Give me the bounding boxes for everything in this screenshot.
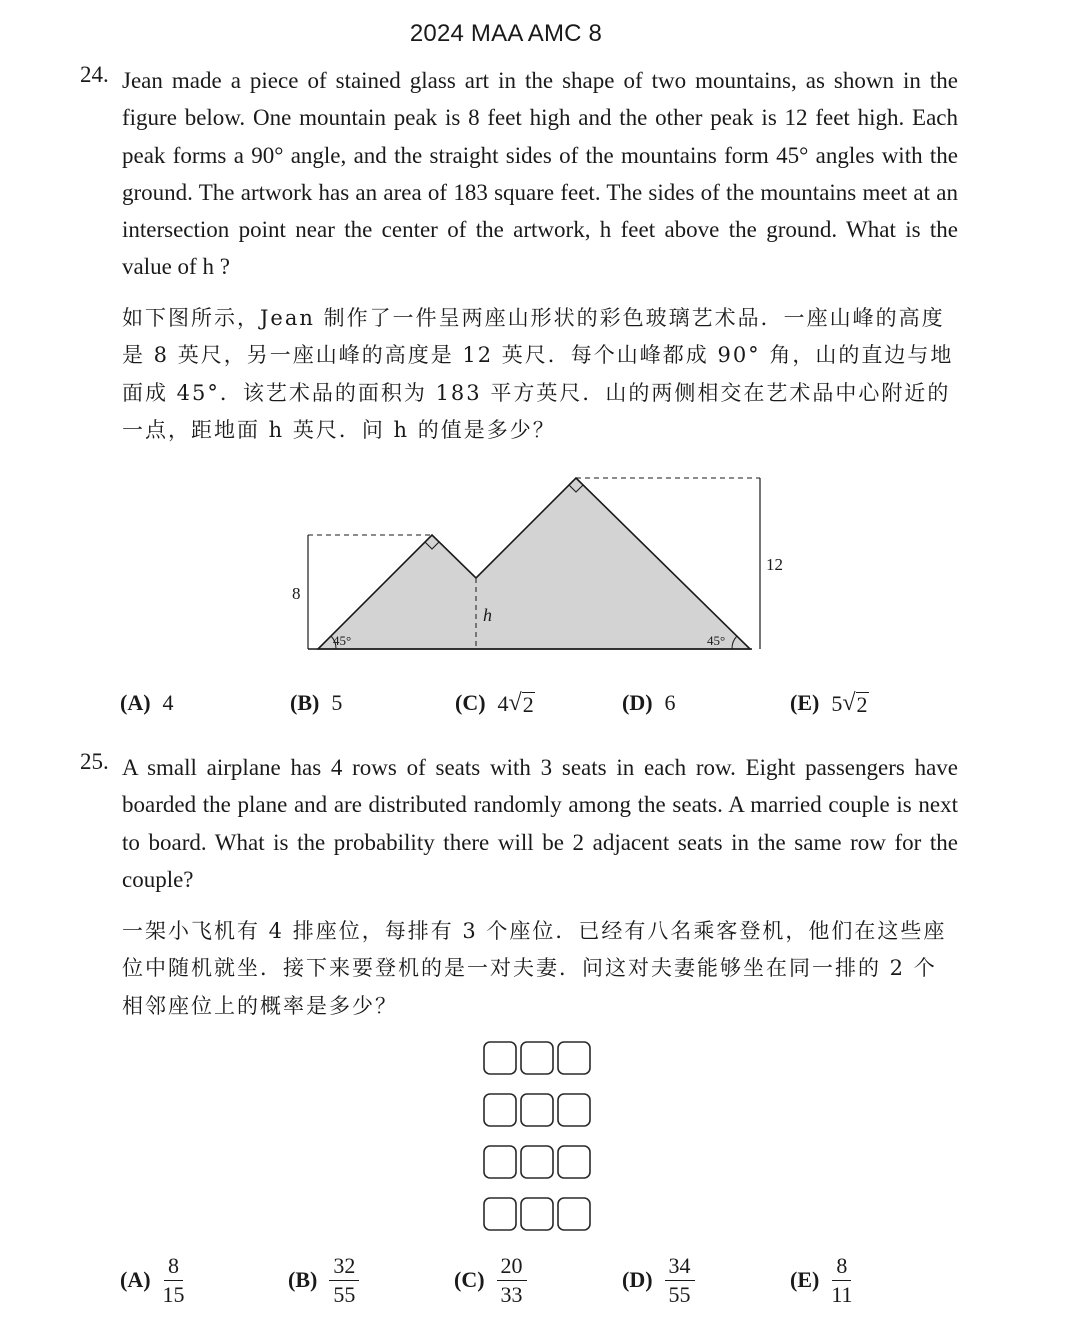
seat: [521, 1146, 553, 1178]
seat: [484, 1198, 516, 1230]
choice-value: 5: [331, 690, 343, 715]
seat: [484, 1042, 516, 1074]
choice-label: (B): [288, 1267, 318, 1292]
fraction-denominator: 11: [831, 1281, 853, 1307]
fraction: [831, 1252, 853, 1307]
sqrt-radicand: 2: [522, 692, 534, 718]
page-header: 2024 MAA AMC 8: [409, 20, 603, 47]
question-24-choices: [0, 673, 1080, 733]
choice-24-b[interactable]: [290, 673, 342, 733]
choice-25-d[interactable]: [622, 1248, 695, 1312]
sqrt-icon: √: [842, 689, 856, 716]
fraction: [497, 1252, 527, 1307]
question-24-number: 24.: [80, 62, 109, 87]
right-height-label: 12: [766, 555, 783, 574]
choice-label: (A): [120, 1267, 151, 1292]
choice-25-a[interactable]: [120, 1248, 185, 1312]
fraction-denominator: 15: [162, 1281, 185, 1307]
seat: [521, 1094, 553, 1126]
left-angle-label: 45°: [333, 633, 352, 648]
fraction-denominator: 33: [500, 1281, 523, 1307]
seat: [558, 1042, 590, 1074]
sqrt-radicand: 2: [856, 692, 868, 718]
question-25-text-en: A small airplane has 4 rows of seats with 3 seats in each row. Eight passengers have boarded the plane and are distributed randomly among the seats. A married couple is next to board. What is the probability there will be 2 adjacent seats in the same row for the couple?: [122, 755, 958, 892]
question-24-text-zh: 如下图所示，Jean 制作了一件呈两座山形状的彩色玻璃艺术品．一座山峰的高度是 8 英尺，另一座山峰的高度是 12 英尺．每个山峰都成 90° 角，山的直边与地面成 45°．该艺术品的面积为 183 平方英尺．山的两侧相交在艺术品中心附近的一点，距地面 h 英尺．问 h 的值是多少？: [122, 306, 954, 442]
fraction-numerator: 34: [665, 1255, 695, 1281]
seat: [521, 1042, 553, 1074]
choice-label: (D): [622, 1267, 653, 1292]
choice-label: (D): [622, 690, 653, 715]
choice-value: 4: [162, 690, 174, 715]
fraction: [162, 1252, 185, 1307]
seat-grid: [480, 1038, 600, 1238]
choice-label: (E): [790, 1267, 820, 1292]
choice-25-c[interactable]: [454, 1248, 527, 1312]
mountain-figure: [0, 462, 1080, 662]
choice-label: (C): [455, 690, 486, 715]
choice-24-d[interactable]: [622, 673, 676, 733]
choice-label: (B): [290, 690, 320, 715]
choice-24-c[interactable]: [455, 673, 535, 733]
h-label: h: [483, 605, 492, 625]
seat: [558, 1094, 590, 1126]
right-angle-label: 45°: [707, 633, 726, 648]
seat: [521, 1198, 553, 1230]
choice-label: (C): [454, 1267, 485, 1292]
seat: [484, 1094, 516, 1126]
left-height-label: 8: [292, 584, 301, 603]
choice-label: (E): [790, 690, 820, 715]
choice-24-e[interactable]: [790, 673, 869, 733]
fraction-numerator: 20: [497, 1255, 527, 1281]
sqrt-expression: [831, 690, 868, 717]
choice-24-a[interactable]: [120, 673, 174, 733]
sqrt-icon: √: [508, 689, 522, 716]
question-25-text-zh: 一架小飞机有 4 排座位，每排有 3 个座位．已经有八名乘客登机，他们在这些座位中随机就坐．接下来要登机的是一对夫妻．问这对夫妻能够坐在同一排的 2 个相邻座位上的概率是多少？: [122, 919, 947, 1018]
choice-25-b[interactable]: [288, 1248, 359, 1312]
choice-label: (A): [120, 690, 151, 715]
sqrt-coefficient: 5: [831, 690, 843, 716]
sqrt-expression: [498, 690, 535, 717]
seat: [558, 1198, 590, 1230]
seat: [484, 1146, 516, 1178]
mountain-shape: [318, 478, 750, 649]
choice-25-e[interactable]: [790, 1248, 853, 1312]
sqrt-coefficient: 4: [497, 690, 509, 716]
seat: [558, 1146, 590, 1178]
question-25-number: 25.: [80, 749, 109, 774]
question-25-choices: [0, 1248, 1080, 1312]
fraction: [329, 1252, 359, 1307]
fraction-numerator: 32: [329, 1255, 359, 1281]
fraction-denominator: 55: [333, 1281, 356, 1307]
fraction-numerator: 8: [832, 1255, 851, 1281]
choice-value: 6: [664, 690, 676, 715]
fraction: [665, 1252, 695, 1307]
fraction-denominator: 55: [668, 1281, 691, 1307]
question-24-text-en: Jean made a piece of stained glass art in the shape of two mountains, as shown in the figure below. One mountain peak is 8 feet high and the other peak is 12 feet high. Each peak forms a 90° angle, and the straight sides of the mountains form 45° angles with the ground. The artwork has an area of 183 square feet. The sides of the mountains meet at an intersection point near the center of the artwork, h feet above the ground. What is the value of h ?: [122, 68, 958, 280]
fraction-numerator: 8: [164, 1255, 183, 1281]
